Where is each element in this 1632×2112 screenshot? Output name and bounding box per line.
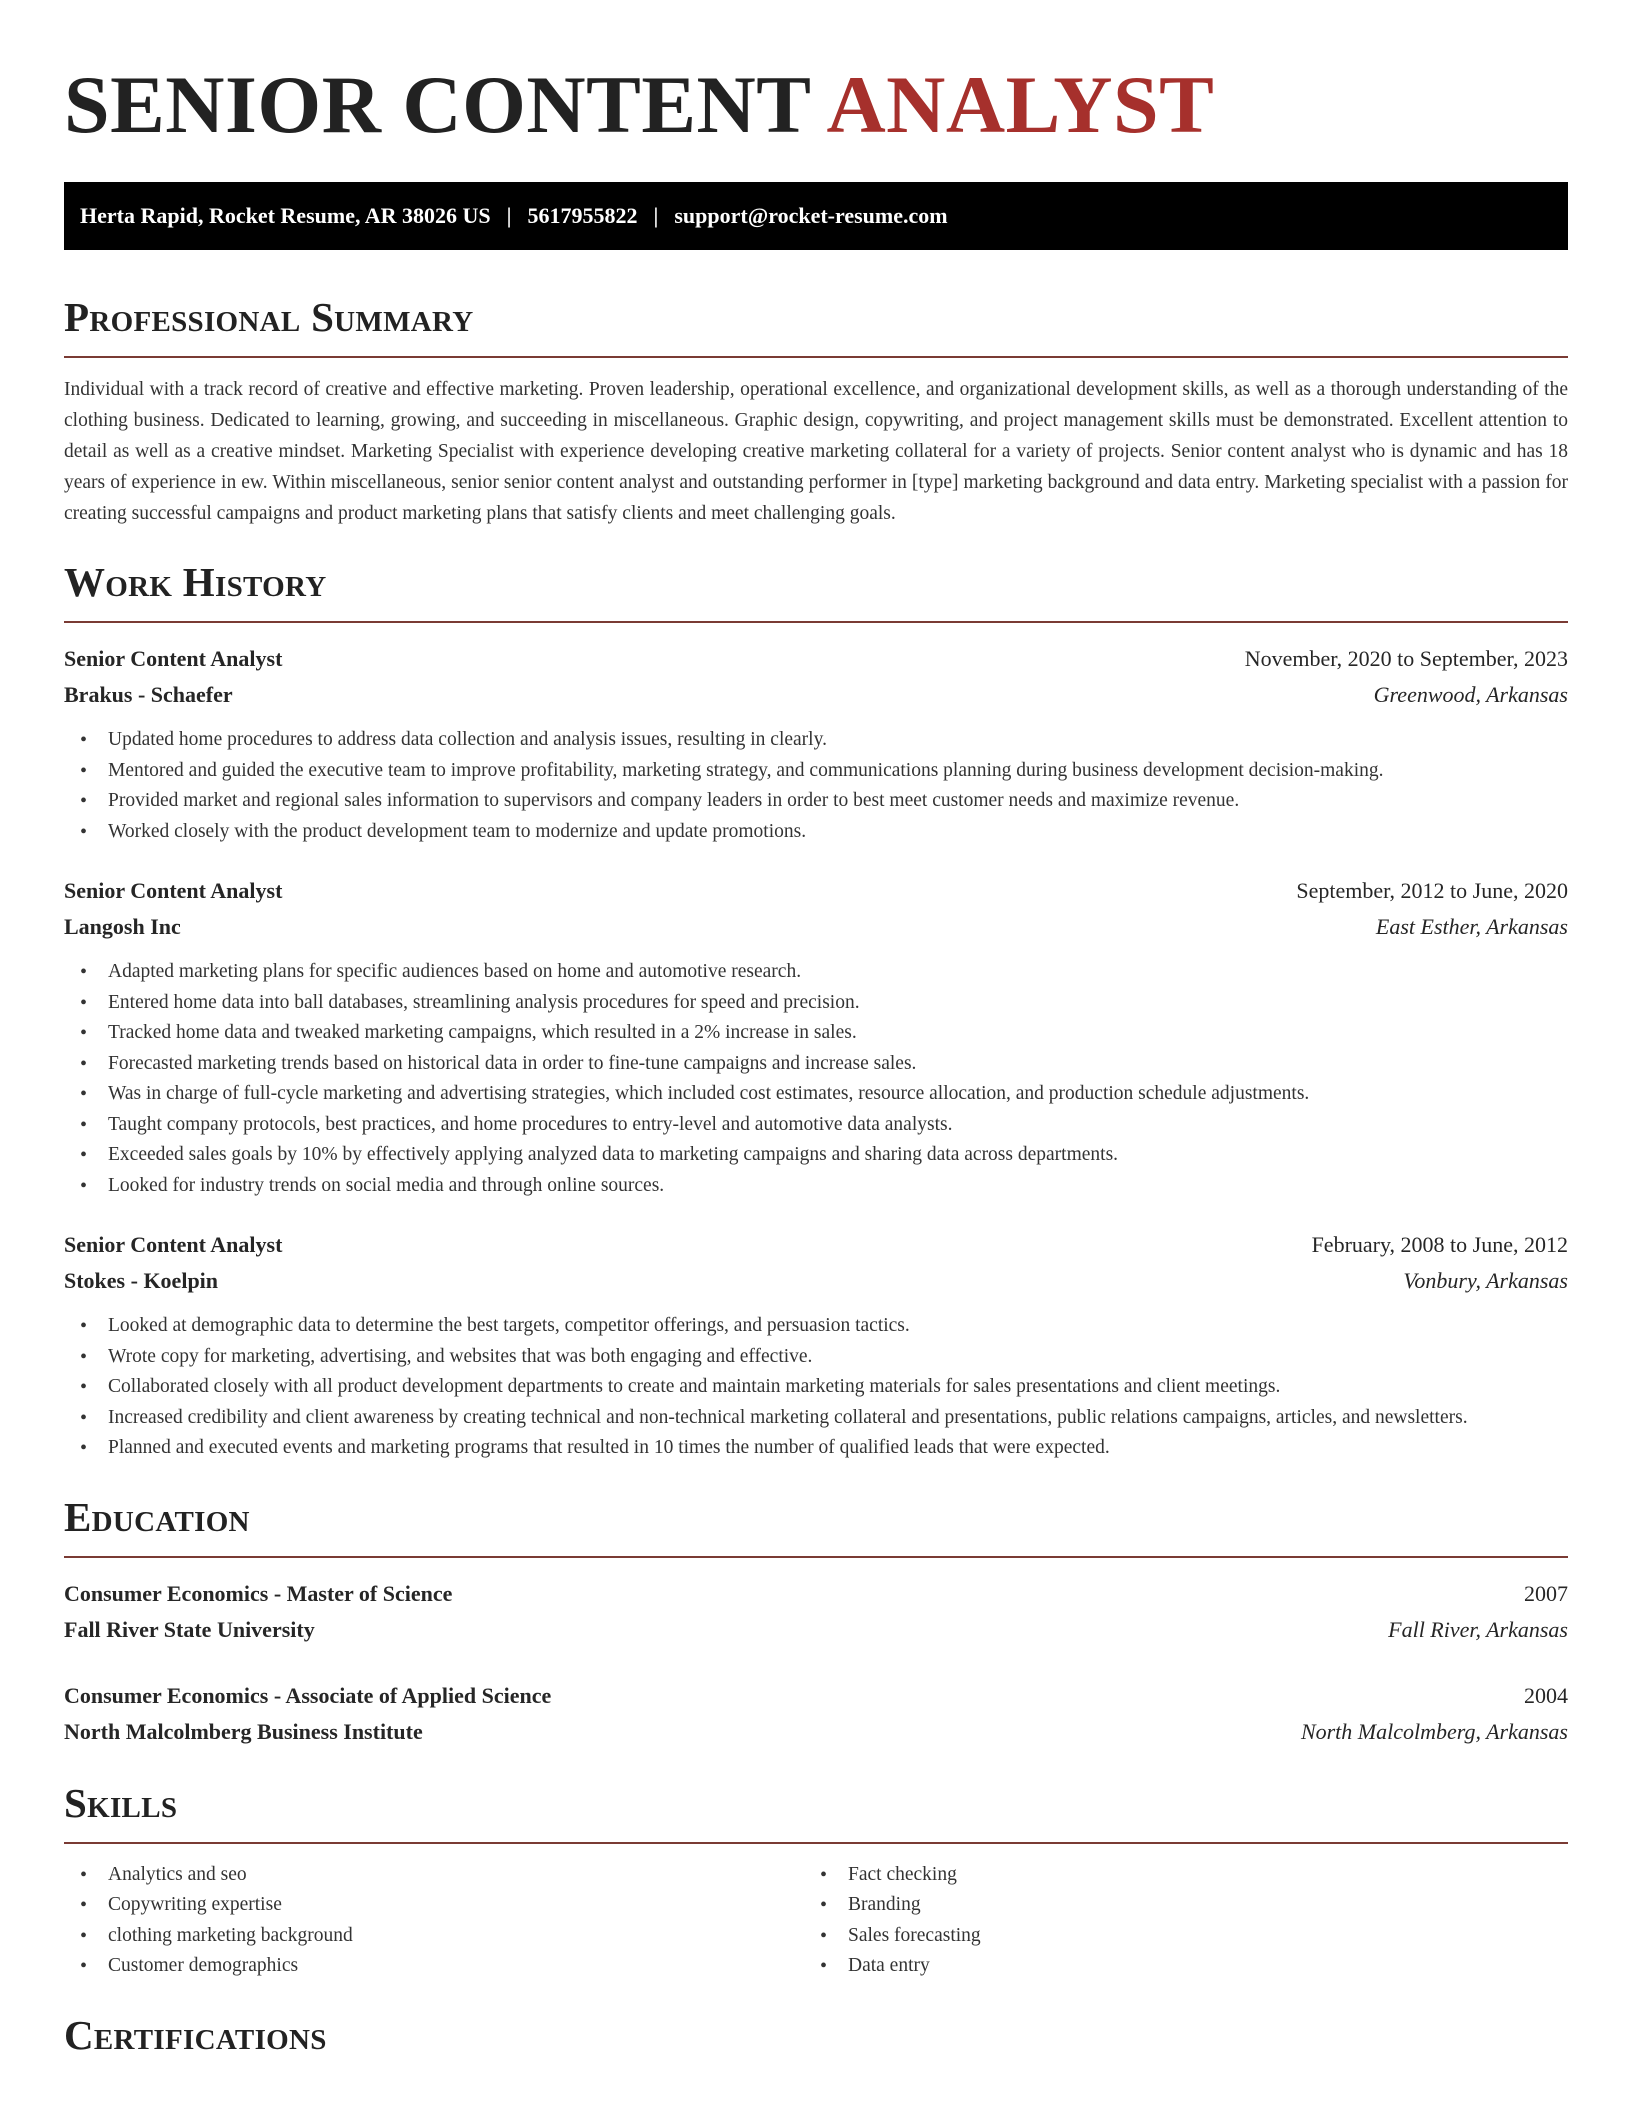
bullet-item: • Worked closely with the product development team to modernize and update promotions. [64,817,1568,848]
graduation-year: 2004 [1524,1682,1568,1708]
job-location: Vonbury, Arkansas [1403,1268,1568,1293]
bullet-item: • Taught company protocols, best practices, and home procedures to entry-level and automotive data analysts. [64,1110,1568,1141]
title-main: SENIOR CONTENT [64,59,810,150]
skills-list [64,1860,804,1982]
skills-grid [64,1860,1568,1982]
skill-item: • Customer demographics [64,1951,804,1982]
skills-column-right [804,1860,1544,1982]
job-title: Senior Content Analyst [64,878,283,903]
job-bullets [64,725,1568,847]
degree: Consumer Economics - Associate of Applied Science [64,1682,552,1708]
skill-item: • Sales forecasting [804,1921,1544,1952]
section-divider [64,1842,1568,1844]
graduation-year: 2007 [1524,1580,1568,1606]
skill-item: • clothing marketing background [64,1921,804,1952]
job-entry [64,1227,1568,1464]
resume-title [64,58,1568,152]
skill-item: • Data entry [804,1951,1544,1982]
bullet-item: • Looked at demographic data to determine the best targets, competitor offerings, and persuasion tactics. [64,1311,1568,1342]
bullet-item: • Provided market and regional sales information to supervisors and company leaders in order to best meet customer needs and maximize revenue. [64,786,1568,817]
job-location: East Esther, Arkansas [1375,914,1568,939]
job-dates: November, 2020 to September, 2023 [1244,646,1568,671]
skills-list [804,1860,1544,1982]
school-location: Fall River, Arkansas [1388,1616,1568,1642]
job-company: Brakus - Schaefer [64,682,233,707]
bullet-item: • Collaborated closely with all product development departments to create and maintain marketing materials for sales presentations and client meetings. [64,1372,1568,1403]
work-history-heading: Work History [64,559,327,605]
job-dates: September, 2012 to June, 2020 [1296,878,1568,903]
job-title: Senior Content Analyst [64,646,283,671]
skill-item: • Copywriting expertise [64,1890,804,1921]
job-title: Senior Content Analyst [64,1232,283,1257]
bullet-item: • Adapted marketing plans for specific audiences based on home and automotive research. [64,957,1568,988]
bullet-item: • Tracked home data and tweaked marketing campaigns, which resulted in a 2% increase in sales. [64,1018,1568,1049]
education-section [64,1494,1568,1750]
skills-section [64,1780,1568,1982]
bullet-item: • Entered home data into ball databases, streamlining analysis procedures for speed and precision. [64,988,1568,1019]
job-company: Stokes - Koelpin [64,1268,219,1293]
contact-separator: | [653,203,659,228]
job-entry [64,641,1568,847]
school-name: North Malcolmberg Business Institute [64,1718,423,1744]
skills-column-left [64,1860,804,1982]
title-accent: ANALYST [826,59,1215,150]
bullet-item: • Exceeded sales goals by 10% by effectively applying analyzed data to marketing campaigns and sharing data across departments. [64,1140,1568,1171]
bullet-item: • Forecasted marketing trends based on historical data in order to fine-tune campaigns and increase sales. [64,1049,1568,1080]
job-company: Langosh Inc [64,914,181,939]
bullet-item: • Mentored and guided the executive team to improve profitability, marketing strategy, and communications planning during business development decision-making. [64,756,1568,787]
bullet-item: • Updated home procedures to address data collection and analysis issues, resulting in clearly. [64,725,1568,756]
job-bullets [64,1311,1568,1464]
bullet-item: • Wrote copy for marketing, advertising, and websites that was both engaging and effective. [64,1342,1568,1373]
section-divider [64,356,1568,358]
bullet-item: • Increased credibility and client awareness by creating technical and non-technical marketing collateral and presentations, public relations campaigns, articles, and newsletters. [64,1403,1568,1434]
job-entry [64,873,1568,1201]
school-location: North Malcolmberg, Arkansas [1300,1718,1568,1744]
job-bullets [64,957,1568,1201]
work-history-section [64,559,1568,1464]
certifications-section [64,2012,1568,2058]
skills-heading: Skills [64,1779,178,1826]
contact-address: Herta Rapid, Rocket Resume, AR 38026 US [80,203,491,228]
bullet-item: • Planned and executed events and marketing programs that resulted in 10 times the number of qualified leads that were expected. [64,1433,1568,1464]
job-location: Greenwood, Arkansas [1373,682,1568,707]
summary-text: Individual with a track record of creative and effective marketing. Proven leadership, operational excellence, and organizational development skills, as well as a thorough understanding of the clothing business. Dedicated to learning, growing, and succeeding in miscellaneous. Graphic design, copywriting, and project management skills must be demonstrated. Excellent attention to detail as well as a creative mindset. Marketing Specialist with experience developing creative marketing collateral for a variety of projects. Senior content analyst who is dynamic and has 18 years of experience in ew. Within miscellaneous, senior senior content analyst and outstanding performer in [type] marketing background and data entry. Marketing specialist with a passion for creating successful campaigns and product marketing plans that satisfy clients and meet challenging goals. [64,379,1568,524]
school-name: Fall River State University [64,1616,315,1642]
bullet-item: • Was in charge of full-cycle marketing and advertising strategies, which included cost estimates, resource allocation, and production schedule adjustments. [64,1079,1568,1110]
section-divider [64,1556,1568,1558]
contact-separator: | [506,203,512,228]
education-heading: Education [64,1493,250,1540]
education-entry [64,1678,1568,1750]
education-entry [64,1576,1568,1648]
certifications-heading: Certifications [64,2011,327,2058]
contact-phone[interactable]: 5617955822 [527,203,638,228]
contact-email[interactable]: support@rocket-resume.com [674,203,948,228]
degree: Consumer Economics - Master of Science [64,1580,453,1606]
skill-item: • Branding [804,1890,1544,1921]
summary-section [64,294,1568,529]
section-divider [64,621,1568,623]
contact-bar [64,182,1568,250]
skill-item: • Fact checking [804,1860,1544,1891]
bullet-item: • Looked for industry trends on social media and through online sources. [64,1171,1568,1202]
skill-item: • Analytics and seo [64,1860,804,1891]
job-dates: February, 2008 to June, 2012 [1311,1232,1568,1257]
summary-heading: Professional Summary [64,294,474,340]
resume-page [64,0,1568,2058]
